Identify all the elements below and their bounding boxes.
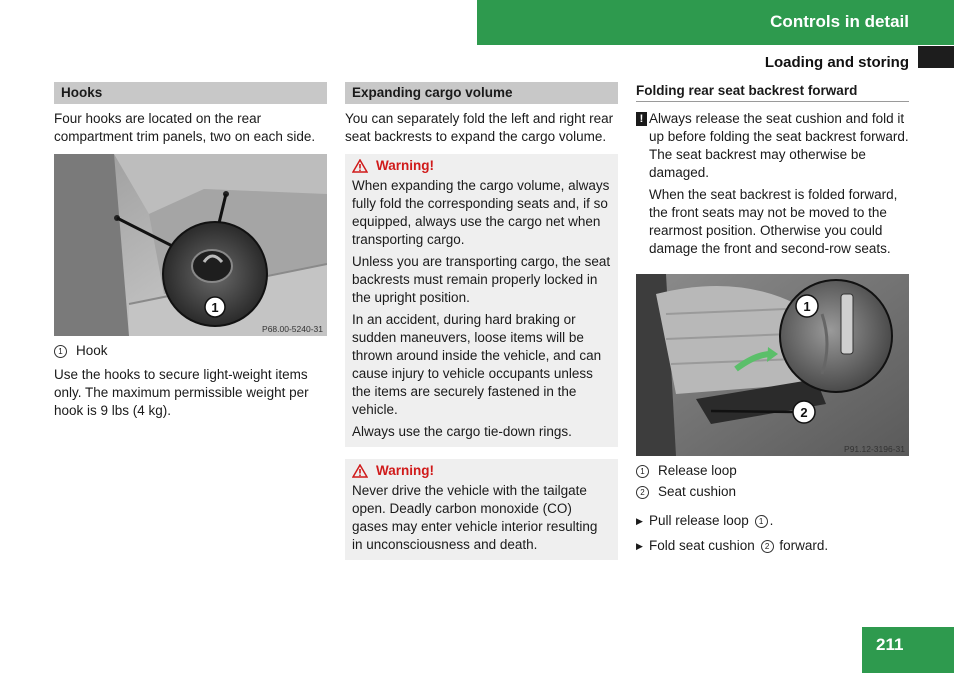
chapter-header-bar [477, 0, 954, 45]
legend-label: Hook [76, 343, 108, 358]
warning-box-1 [345, 154, 618, 447]
hooks-weight-note: Use the hooks to secure light-weight items only. The maximum permissible weight per hook is 9 lbs (4 kg). [54, 367, 309, 418]
exclamation-icon: ! [636, 112, 647, 126]
step-text-before: Pull release loop [649, 513, 749, 528]
step-text [649, 512, 773, 530]
legend-label: Release loop [658, 463, 737, 478]
hooks-intro: Four hooks are located on the rear compartment trim panels, two on each side. [54, 111, 316, 144]
warning-paragraph: Always use the cargo tie-down rings. [352, 424, 572, 439]
warning-triangle-icon [352, 159, 368, 173]
thumb-tab-marker [918, 46, 954, 68]
step-number-badge: 1 [755, 515, 768, 528]
svg-text:1: 1 [211, 300, 219, 315]
instruction-step [636, 512, 909, 530]
instruction-step [636, 537, 909, 555]
warning-title [352, 462, 611, 480]
notice-paragraph: When the seat backrest is folded forward, the front seats may not be moved to the rearmost position. Otherwise you could damage the front and second-row seats. [649, 187, 898, 256]
expanding-heading: Expanding cargo volume [345, 82, 618, 104]
hooks-heading: Hooks [54, 82, 327, 104]
notice-body [649, 110, 909, 260]
step-text-after: forward. [775, 538, 829, 553]
warning-title-text: Warning! [376, 463, 434, 478]
warning-title [352, 157, 611, 175]
hooks-column [54, 82, 327, 428]
expanding-intro: You can separately fold the left and right rear seat backrests to expand the cargo volume. [345, 111, 614, 144]
folding-legend-item [636, 483, 909, 501]
warning-paragraph: In an accident, during hard braking or sudden maneuvers, loose items will be thrown around inside the vehicle, and can cause injury to vehicle occupants unless the items are securely fastened in the vehicle. [352, 312, 602, 417]
warning-title-text: Warning! [376, 158, 434, 173]
step-text-before: Fold seat cushion [649, 538, 755, 553]
rear-seat-photo [636, 274, 909, 456]
rear-seat-illustration [636, 274, 909, 456]
step-text-after: . [769, 513, 774, 528]
expanding-column [345, 82, 618, 566]
section-title: Loading and storing [764, 54, 909, 71]
hooks-image-code: P68.00-5240-31 [262, 324, 323, 334]
hooks-legend-item [54, 342, 327, 360]
folding-image-code: P91.12-3196-31 [844, 444, 905, 454]
cargo-hook-illustration [54, 154, 327, 336]
warning-paragraph: Unless you are transporting cargo, the seat backrests must remain properly locked in the upright position. [352, 254, 611, 305]
warning-paragraph: When expanding the cargo volume, always fully fold the corresponding seats and, if so equipped, always use the cargo net when transporting cargo. [352, 178, 610, 247]
svg-text:1: 1 [803, 299, 811, 314]
bullet-triangle-icon: ▶ [636, 541, 643, 551]
bullet-triangle-icon: ▶ [636, 516, 643, 526]
folding-column [636, 82, 909, 562]
step-text [649, 537, 828, 555]
page-number-box [862, 627, 954, 673]
legend-number-badge: 2 [636, 486, 649, 499]
legend-number-badge: 1 [636, 465, 649, 478]
warning-paragraph: Never drive the vehicle with the tailgate open. Deadly carbon monoxide (CO) gases may enter vehicle interior resulting in unconsciousness and death. [352, 483, 598, 552]
svg-text:2: 2 [800, 405, 808, 420]
warning-triangle-icon [352, 464, 368, 478]
chapter-title: Controls in detail [770, 12, 909, 31]
folding-legend-item [636, 462, 909, 480]
damage-notice [636, 110, 909, 260]
warning-box-2 [345, 459, 618, 560]
notice-paragraph: Always release the seat cushion and fold it up before folding the seat backrest forward. The seat backrest may otherwise be damaged. [649, 111, 909, 180]
legend-number-badge: 1 [54, 345, 67, 358]
cargo-hook-photo [54, 154, 327, 336]
page-number: 211 [876, 635, 904, 654]
step-number-badge: 2 [761, 540, 774, 553]
legend-label: Seat cushion [658, 484, 737, 499]
folding-heading: Folding rear seat backrest forward [636, 82, 909, 102]
